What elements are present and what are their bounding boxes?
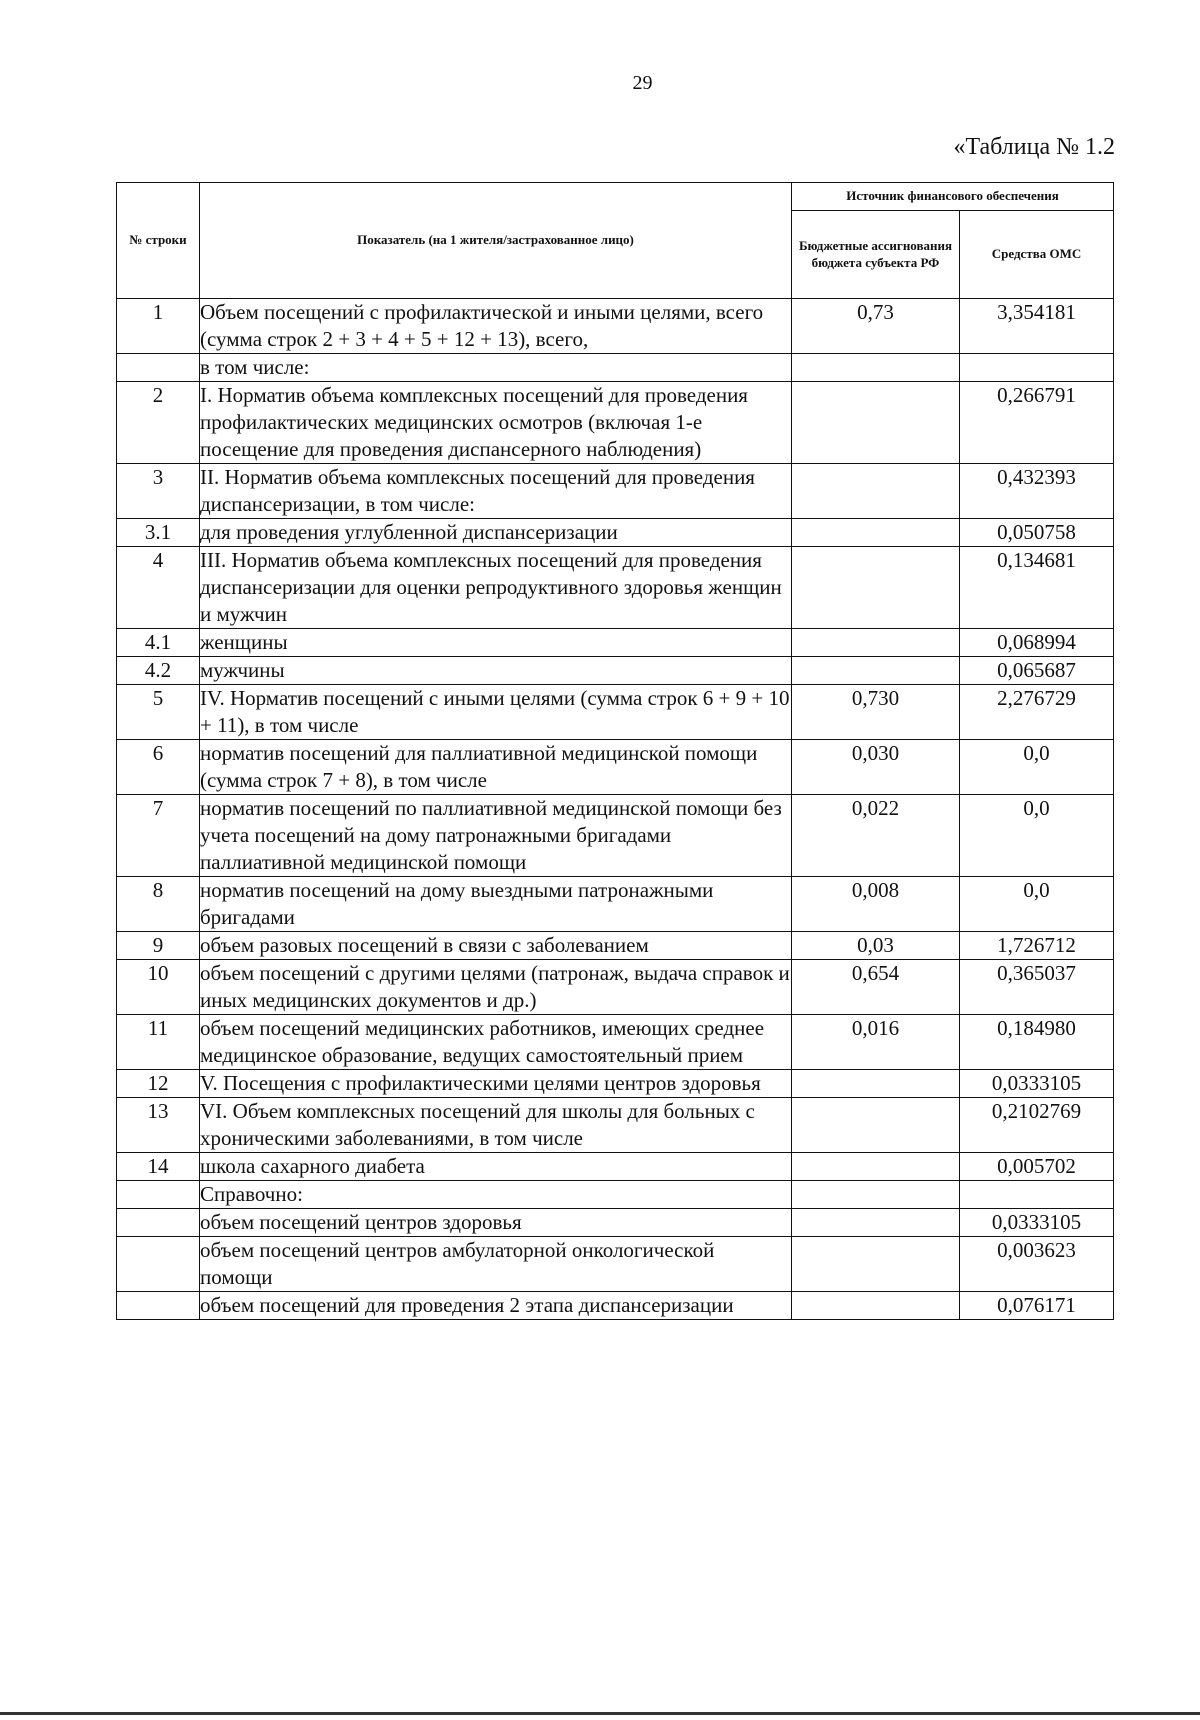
oms-value-cell: 1,726712 <box>960 932 1114 960</box>
table-row <box>117 547 1114 629</box>
budget-value-cell: 0,03 <box>792 932 960 960</box>
indicator-cell: объем посещений с другими целями (патронаж, выдача справок и иных медицинских документов и др.) <box>200 960 792 1015</box>
table-row <box>117 877 1114 932</box>
budget-value-cell <box>792 464 960 519</box>
oms-value-cell: 0,2102769 <box>960 1098 1114 1153</box>
row-number-cell: 13 <box>117 1098 200 1153</box>
oms-value-cell: 2,276729 <box>960 685 1114 740</box>
oms-value-cell: 0,266791 <box>960 382 1114 464</box>
table-row <box>117 1015 1114 1070</box>
table-row <box>117 354 1114 382</box>
table-body <box>117 299 1114 1320</box>
table-row <box>117 1181 1114 1209</box>
table-row <box>117 960 1114 1015</box>
header-oms: Средства ОМС <box>960 211 1114 299</box>
row-number-cell <box>117 1209 200 1237</box>
indicator-cell: объем посещений медицинских работников, имеющих среднее медицинское образование, ведущих самостоятельный прием <box>200 1015 792 1070</box>
indicator-cell: VI. Объем комплексных посещений для школы для больных с хроническими заболеваниями, в том числе <box>200 1098 792 1153</box>
budget-value-cell <box>792 547 960 629</box>
indicator-cell: женщины <box>200 629 792 657</box>
indicator-cell: Справочно: <box>200 1181 792 1209</box>
table-row <box>117 1070 1114 1098</box>
bottom-rule <box>0 1712 1200 1715</box>
header-row-number: № строки <box>117 183 200 299</box>
table-row <box>117 1209 1114 1237</box>
row-number-cell: 5 <box>117 685 200 740</box>
row-number-cell: 4 <box>117 547 200 629</box>
indicator-cell: норматив посещений на дому выездными патронажными бригадами <box>200 877 792 932</box>
oms-value-cell: 0,050758 <box>960 519 1114 547</box>
row-number-cell <box>117 354 200 382</box>
oms-value-cell: 0,134681 <box>960 547 1114 629</box>
indicator-cell: норматив посещений по паллиативной медицинской помощи без учета посещений на дому патронажными бригадами паллиативной медицинской помощи <box>200 795 792 877</box>
indicator-cell: II. Норматив объема комплексных посещений для проведения диспансеризации, в том числе: <box>200 464 792 519</box>
indicator-cell: объем посещений центров здоровья <box>200 1209 792 1237</box>
row-number-cell: 6 <box>117 740 200 795</box>
table-row <box>117 382 1114 464</box>
indicator-cell: III. Норматив объема комплексных посещений для проведения диспансеризации для оценки репродуктивного здоровья женщин и мужчин <box>200 547 792 629</box>
table-row <box>117 1237 1114 1292</box>
table-row <box>117 1292 1114 1320</box>
budget-value-cell <box>792 382 960 464</box>
budget-value-cell <box>792 1292 960 1320</box>
budget-value-cell <box>792 1237 960 1292</box>
table-row <box>117 1098 1114 1153</box>
row-number-cell <box>117 1237 200 1292</box>
oms-value-cell: 0,184980 <box>960 1015 1114 1070</box>
header-indicator: Показатель (на 1 жителя/застрахованное лицо) <box>200 183 792 299</box>
indicator-cell: объем разовых посещений в связи с заболеванием <box>200 932 792 960</box>
table-row <box>117 932 1114 960</box>
oms-value-cell <box>960 354 1114 382</box>
budget-value-cell <box>792 629 960 657</box>
indicator-cell: V. Посещения с профилактическими целями центров здоровья <box>200 1070 792 1098</box>
oms-value-cell: 0,003623 <box>960 1237 1114 1292</box>
oms-value-cell: 0,0 <box>960 740 1114 795</box>
row-number-cell <box>117 1292 200 1320</box>
budget-value-cell: 0,030 <box>792 740 960 795</box>
oms-value-cell <box>960 1181 1114 1209</box>
header-budget: Бюджетные ассигнования бюджета субъекта РФ <box>792 211 960 299</box>
row-number-cell: 3.1 <box>117 519 200 547</box>
row-number-cell <box>117 1181 200 1209</box>
indicator-cell: школа сахарного диабета <box>200 1153 792 1181</box>
table-row <box>117 629 1114 657</box>
table-row <box>117 795 1114 877</box>
indicator-cell: Объем посещений с профилактической и иными целями, всего (сумма строк 2 + 3 + 4 + 5 + 12 + 13), всего, <box>200 299 792 354</box>
budget-value-cell <box>792 1209 960 1237</box>
budget-value-cell <box>792 1153 960 1181</box>
indicators-table <box>116 182 1114 1320</box>
budget-value-cell <box>792 657 960 685</box>
row-number-cell: 1 <box>117 299 200 354</box>
oms-value-cell: 0,365037 <box>960 960 1114 1015</box>
oms-value-cell: 3,354181 <box>960 299 1114 354</box>
row-number-cell: 4.2 <box>117 657 200 685</box>
row-number-cell: 14 <box>117 1153 200 1181</box>
oms-value-cell: 0,076171 <box>960 1292 1114 1320</box>
oms-value-cell: 0,0333105 <box>960 1070 1114 1098</box>
oms-value-cell: 0,005702 <box>960 1153 1114 1181</box>
oms-value-cell: 0,0 <box>960 877 1114 932</box>
page-number: 29 <box>632 72 653 94</box>
budget-value-cell <box>792 1181 960 1209</box>
indicator-cell: I. Норматив объема комплексных посещений для проведения профилактических медицинских осмотров (включая 1-е посещение для проведения диспансерного наблюдения) <box>200 382 792 464</box>
budget-value-cell: 0,016 <box>792 1015 960 1070</box>
indicator-cell: мужчины <box>200 657 792 685</box>
budget-value-cell <box>792 519 960 547</box>
indicator-cell: объем посещений центров амбулаторной онкологической помощи <box>200 1237 792 1292</box>
header-funding-source: Источник финансового обеспечения <box>792 183 1114 211</box>
budget-value-cell: 0,008 <box>792 877 960 932</box>
budget-value-cell <box>792 1098 960 1153</box>
row-number-cell: 12 <box>117 1070 200 1098</box>
row-number-cell: 7 <box>117 795 200 877</box>
budget-value-cell <box>792 1070 960 1098</box>
budget-value-cell: 0,022 <box>792 795 960 877</box>
indicator-cell: в том числе: <box>200 354 792 382</box>
table-row <box>117 740 1114 795</box>
table-row <box>117 464 1114 519</box>
table-row <box>117 685 1114 740</box>
table-row <box>117 657 1114 685</box>
row-number-cell: 11 <box>117 1015 200 1070</box>
row-number-cell: 3 <box>117 464 200 519</box>
indicator-cell: объем посещений для проведения 2 этапа диспансеризации <box>200 1292 792 1320</box>
oms-value-cell: 0,068994 <box>960 629 1114 657</box>
row-number-cell: 4.1 <box>117 629 200 657</box>
oms-value-cell: 0,0333105 <box>960 1209 1114 1237</box>
table-caption: «Таблица № 1.2 <box>953 134 1115 160</box>
table-row <box>117 299 1114 354</box>
indicator-cell: IV. Норматив посещений с иными целями (сумма строк 6 + 9 + 10 + 11), в том числе <box>200 685 792 740</box>
row-number-cell: 8 <box>117 877 200 932</box>
oms-value-cell: 0,432393 <box>960 464 1114 519</box>
indicator-cell: для проведения углубленной диспансеризации <box>200 519 792 547</box>
table-row <box>117 519 1114 547</box>
budget-value-cell: 0,730 <box>792 685 960 740</box>
budget-value-cell: 0,73 <box>792 299 960 354</box>
indicator-cell: норматив посещений для паллиативной медицинской помощи (сумма строк 7 + 8), в том числе <box>200 740 792 795</box>
budget-value-cell: 0,654 <box>792 960 960 1015</box>
budget-value-cell <box>792 354 960 382</box>
row-number-cell: 2 <box>117 382 200 464</box>
table-row <box>117 1153 1114 1181</box>
oms-value-cell: 0,065687 <box>960 657 1114 685</box>
row-number-cell: 9 <box>117 932 200 960</box>
row-number-cell: 10 <box>117 960 200 1015</box>
oms-value-cell: 0,0 <box>960 795 1114 877</box>
